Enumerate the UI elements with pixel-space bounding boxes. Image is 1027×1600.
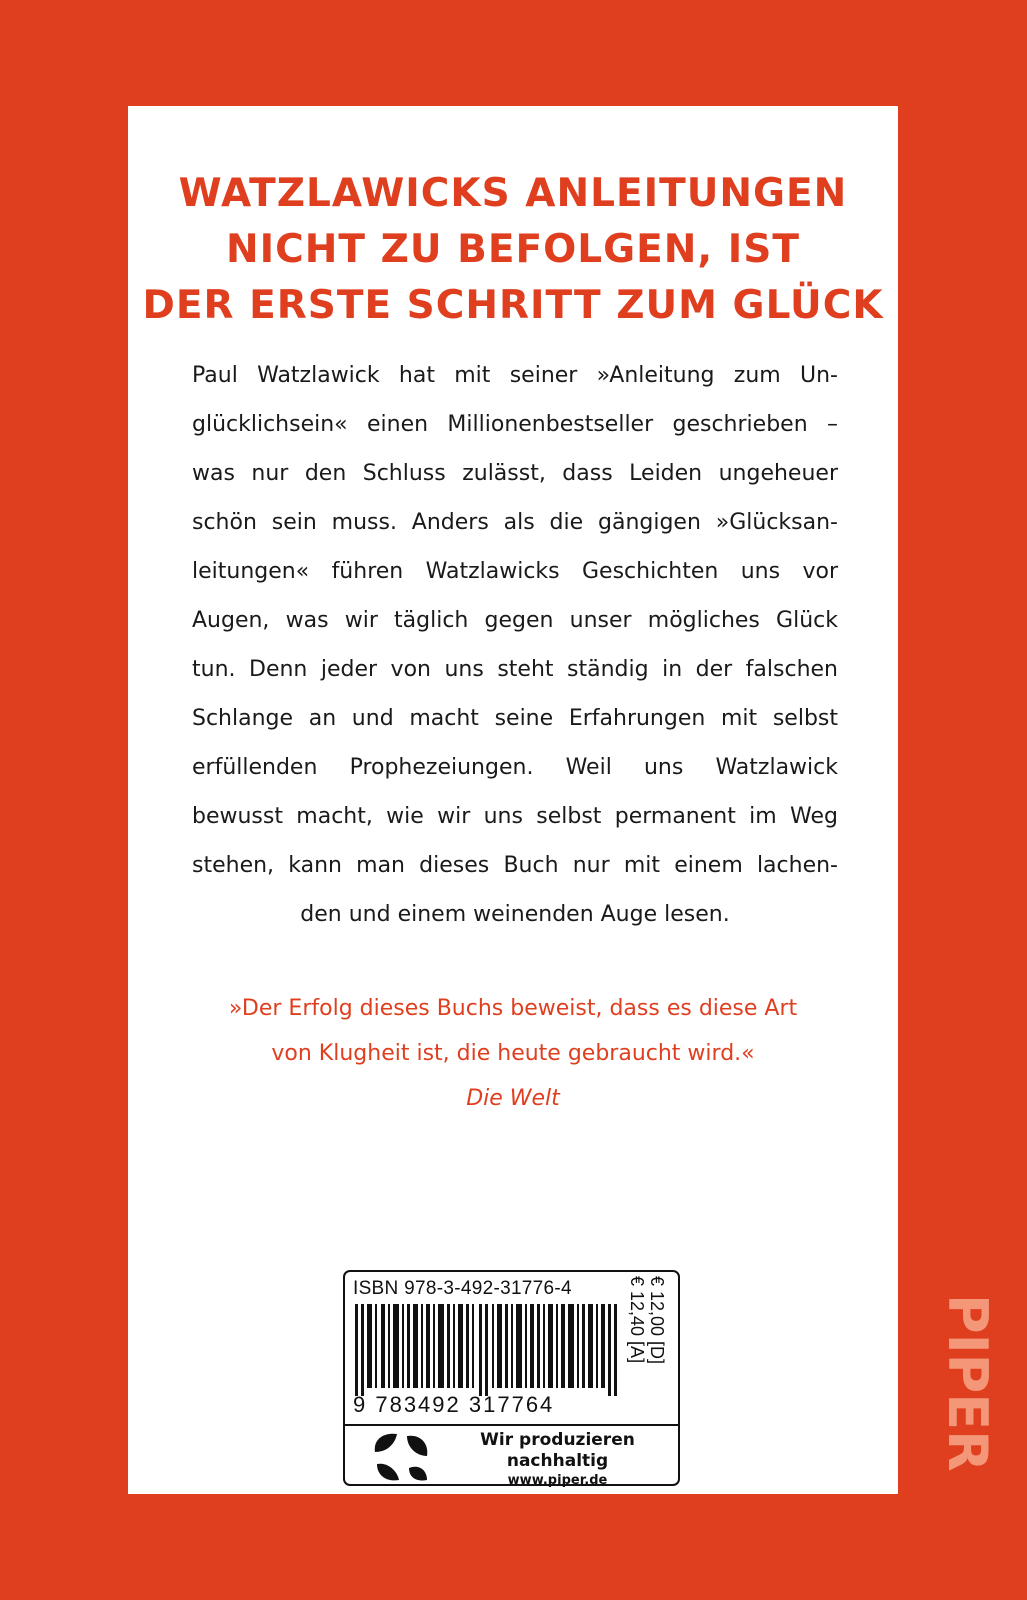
publisher-logo — [936, 1294, 1026, 1494]
quote-line: »Der Erfolg dieses Buchs beweist, dass es diese Art — [228, 996, 798, 1021]
blurb-text — [192, 351, 838, 939]
blurb-line: leitungen« führen Watzlawicks Geschichten uns vor — [192, 559, 838, 584]
quote-line: von Klugheit ist, die heute gebraucht wird.« — [271, 1041, 755, 1066]
publisher-url: www.piper.de — [507, 1473, 608, 1488]
headline — [128, 166, 898, 334]
blurb-line: stehen, kann man dieses Buch nur mit einem lachen- — [192, 853, 838, 878]
blurb-line: den und einem weinenden Auge lesen. — [300, 902, 730, 927]
headline-line: DER ERSTE SCHRITT ZUM GLÜCK — [142, 283, 884, 328]
blurb-line: Augen, was wir täglich gegen unser mögliches Glück — [192, 608, 838, 633]
blurb-line: Paul Watzlawick hat mit seiner »Anleitung zum Un- — [192, 363, 838, 388]
headline-line: WATZLAWICKS ANLEITUNGEN — [178, 171, 848, 216]
blurb-line: tun. Denn jeder von uns steht ständig in der falschen — [192, 657, 838, 682]
price-austria: € 12,40 [A] — [627, 1276, 647, 1364]
barcode-box — [343, 1270, 680, 1486]
blurb-line: schön sein muss. Anders als die gängigen »Glücksan- — [192, 510, 838, 535]
ean-number: 9 783492 317764 — [353, 1392, 555, 1417]
sustainability-note — [445, 1430, 670, 1490]
barcode-icon — [355, 1304, 620, 1396]
headline-line: NICHT ZU BEFOLGEN, IST — [225, 227, 801, 272]
sustainability-line: Wir produzieren — [480, 1430, 635, 1450]
blurb-line: was nur den Schluss zulässt, dass Leiden ungeheuer — [192, 461, 838, 486]
blurb-line: glücklichsein« einen Millionenbestseller geschrieben – — [192, 412, 838, 437]
blurb-line: bewusst macht, wie wir uns selbst permanent im Weg — [192, 804, 838, 829]
blurb-line: erfüllenden Prophezeiungen. Weil uns Watzlawick — [192, 755, 838, 780]
barcode-divider — [345, 1424, 678, 1426]
price-germany: € 12,00 [D] — [647, 1276, 667, 1365]
sustainability-line: nachhaltig — [506, 1451, 609, 1471]
price-block — [625, 1276, 673, 1426]
leaf-cycle-icon — [367, 1430, 433, 1484]
publisher-logo-text: PIPER — [936, 1294, 999, 1472]
blurb-line: Schlange an und macht seine Erfahrungen mit selbst — [192, 706, 838, 731]
isbn-number: ISBN 978-3-492-31776-4 — [353, 1278, 572, 1299]
press-quote — [128, 986, 898, 1121]
quote-source: Die Welt — [466, 1086, 560, 1111]
